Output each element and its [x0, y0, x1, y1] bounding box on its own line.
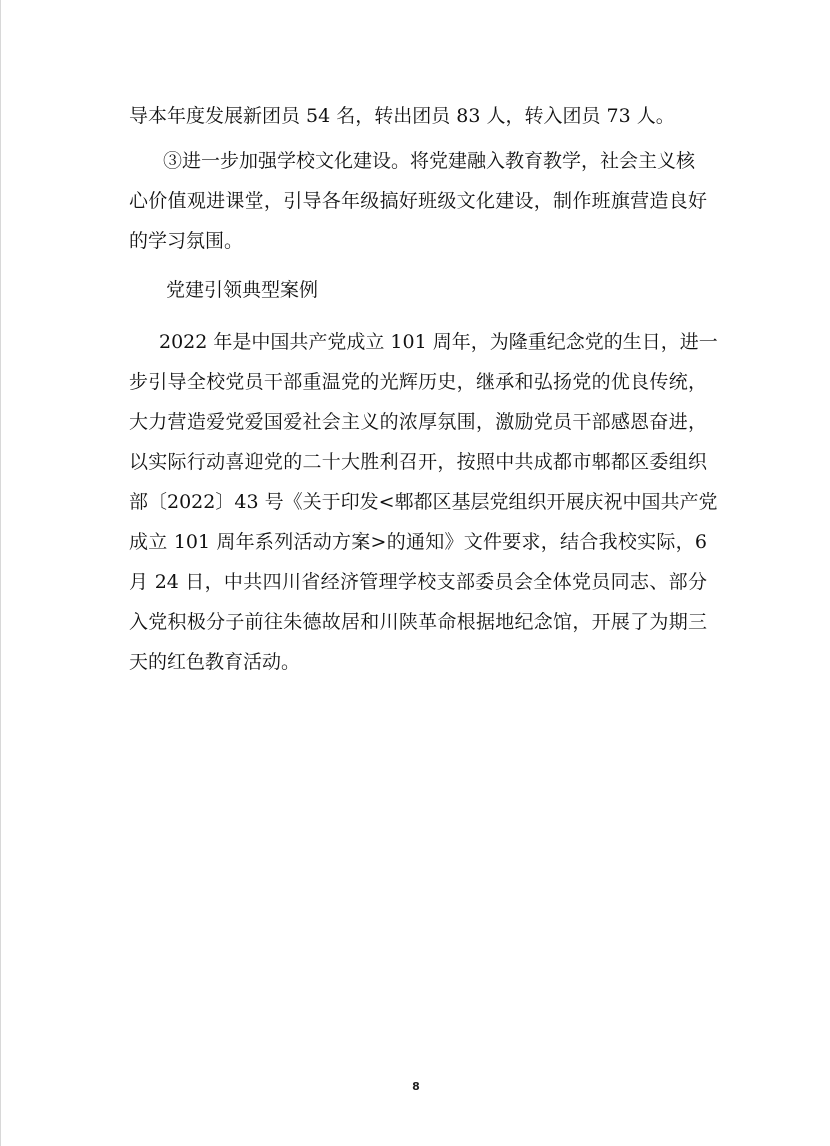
text-line: 天的红色教育活动。	[129, 651, 301, 673]
text-line-paragraph-start: 2022 年是中国共产党成立 101 周年，为隆重纪念党的生日，进一	[159, 331, 718, 353]
page-number: 8	[412, 1080, 420, 1093]
text-line-continuation: 导本年度发展新团员 54 名，转出团员 83 人，转入团员 73 人。	[129, 105, 675, 127]
text-line: 入党积极分子前往朱德故居和川陕革命根据地纪念馆，开展了为期三	[129, 611, 707, 633]
text-line: 成立 101 周年系列活动方案>的通知》文件要求，结合我校实际，6	[129, 531, 707, 553]
text-line: 的学习氛围。	[129, 230, 244, 252]
text-line: 以实际行动喜迎党的二十大胜利召开，按照中共成都市郫都区委组织	[129, 451, 707, 473]
text-line: 部〔2022〕43 号《关于印发<郫都区基层党组织开展庆祝中国共产党	[129, 491, 718, 513]
text-line: 月 24 日，中共四川省经济管理学校支部委员会全体党员同志、部分	[129, 571, 707, 593]
section-heading: 党建引领典型案例	[166, 279, 319, 301]
text-line-item-3: ③进一步加强学校文化建设。将党建融入教育教学，社会主义核	[163, 150, 696, 172]
text-line: 心价值观进课堂，引导各年级搞好班级文化建设，制作班旗营造良好	[129, 190, 707, 212]
text-line: 步引导全校党员干部重温党的光辉历史，继承和弘扬党的优良传统，	[129, 371, 707, 393]
text-line: 大力营造爱党爱国爱社会主义的浓厚氛围，激励党员干部感恩奋进，	[129, 411, 707, 433]
